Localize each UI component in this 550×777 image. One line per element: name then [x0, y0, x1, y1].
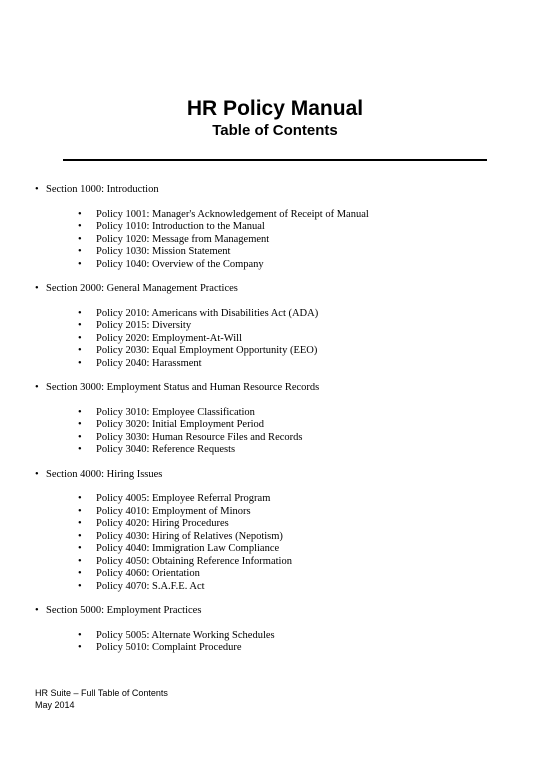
policy-item	[0, 246, 550, 259]
policy-item	[0, 444, 550, 457]
policy-item	[0, 493, 550, 506]
bullet-icon: •	[78, 518, 82, 529]
bullet-icon: •	[78, 320, 82, 331]
bullet-icon: •	[35, 605, 39, 616]
policy-label: Policy 4050: Obtaining Reference Information	[96, 555, 292, 567]
policy-item	[0, 259, 550, 272]
policy-label: Policy 2030: Equal Employment Opportunity (EEO)	[96, 345, 318, 356]
policy-item	[0, 506, 550, 519]
policy-item	[0, 642, 550, 655]
policy-label: Policy 2040: Harassment	[96, 357, 202, 369]
policy-label: Policy 4060: Orientation	[96, 568, 200, 579]
table-of-contents	[0, 184, 550, 667]
policy-item	[0, 308, 550, 321]
policy-item	[0, 543, 550, 556]
section-heading	[0, 382, 550, 395]
bullet-icon: •	[78, 568, 82, 579]
toc-section	[0, 605, 550, 655]
toc-section	[0, 382, 550, 457]
policy-item	[0, 581, 550, 594]
section-label: Section 4000: Hiring Issues	[46, 468, 163, 480]
policy-item	[0, 407, 550, 420]
bullet-icon: •	[35, 184, 39, 195]
policy-label: Policy 2015: Diversity	[96, 320, 192, 331]
bullet-icon: •	[78, 208, 82, 220]
policy-list	[0, 407, 550, 457]
bullet-icon: •	[78, 431, 82, 443]
policy-label: Policy 2020: Employment-At-Will	[96, 332, 242, 344]
section-heading	[0, 605, 550, 618]
policy-item	[0, 518, 550, 531]
page-footer	[35, 687, 168, 711]
policy-item	[0, 358, 550, 371]
policy-label: Policy 1010: Introduction to the Manual	[96, 221, 265, 232]
bullet-icon: •	[78, 555, 82, 567]
document-title: HR Policy Manual	[186, 97, 364, 120]
policy-label: Policy 3030: Human Resource Files and Records	[96, 431, 303, 443]
policy-item	[0, 209, 550, 222]
policy-label: Policy 5010: Complaint Procedure	[96, 642, 242, 653]
bullet-icon: •	[78, 505, 82, 517]
section-label: Section 2000: General Management Practices	[46, 283, 238, 294]
policy-label: Policy 3040: Reference Requests	[96, 444, 236, 455]
policy-list	[0, 630, 550, 655]
policy-label: Policy 1040: Overview of the Company	[96, 258, 264, 270]
policy-label: Policy 4070: S.A.F.E. Act	[96, 580, 205, 592]
bullet-icon: •	[78, 642, 82, 653]
bullet-icon: •	[78, 307, 82, 319]
bullet-icon: •	[35, 468, 39, 480]
bullet-icon: •	[78, 543, 82, 554]
policy-item	[0, 432, 550, 445]
policy-item	[0, 333, 550, 346]
bullet-icon: •	[35, 382, 39, 393]
toc-section	[0, 283, 550, 370]
policy-item	[0, 221, 550, 234]
section-heading	[0, 469, 550, 482]
toc-section	[0, 469, 550, 594]
policy-label: Policy 4005: Employee Referral Program	[96, 493, 271, 504]
policy-item	[0, 630, 550, 643]
bullet-icon: •	[78, 332, 82, 344]
policy-label: Policy 4010: Employment of Minors	[96, 505, 251, 517]
bullet-icon: •	[78, 629, 82, 641]
policy-item	[0, 531, 550, 544]
bullet-icon: •	[78, 419, 82, 430]
policy-item	[0, 556, 550, 569]
policy-label: Policy 4030: Hiring of Relatives (Nepotism)	[96, 530, 283, 542]
title-divider	[63, 159, 487, 161]
policy-item	[0, 234, 550, 247]
bullet-icon: •	[78, 530, 82, 542]
toc-section	[0, 184, 550, 271]
bullet-icon: •	[78, 444, 82, 455]
policy-list	[0, 308, 550, 371]
policy-label: Policy 4040: Immigration Law Compliance	[96, 543, 280, 554]
policy-label: Policy 2010: Americans with Disabilities Act (ADA)	[96, 307, 319, 319]
policy-item	[0, 345, 550, 358]
bullet-icon: •	[78, 258, 82, 270]
bullet-icon: •	[35, 283, 39, 294]
bullet-icon: •	[78, 580, 82, 592]
policy-item	[0, 320, 550, 333]
bullet-icon: •	[78, 246, 82, 257]
bullet-icon: •	[78, 493, 82, 504]
document-subtitle: Table of Contents	[212, 122, 338, 139]
policy-item	[0, 419, 550, 432]
section-label: Section 5000: Employment Practices	[46, 605, 202, 616]
bullet-icon: •	[78, 406, 82, 418]
section-label: Section 1000: Introduction	[46, 184, 159, 195]
policy-label: Policy 1030: Mission Statement	[96, 246, 231, 257]
policy-label: Policy 3010: Employee Classification	[96, 406, 255, 418]
footer-title: HR Suite – Full Table of Contents	[35, 688, 168, 698]
bullet-icon: •	[78, 221, 82, 232]
bullet-icon: •	[78, 345, 82, 356]
policy-label: Policy 3020: Initial Employment Period	[96, 419, 264, 430]
policy-list	[0, 209, 550, 272]
policy-label: Policy 4020: Hiring Procedures	[96, 518, 229, 529]
section-heading	[0, 283, 550, 296]
policy-label: Policy 1020: Message from Management	[96, 233, 270, 245]
bullet-icon: •	[78, 357, 82, 369]
policy-item	[0, 568, 550, 581]
policy-label: Policy 1001: Manager's Acknowledgement of Receipt of Manual	[96, 208, 369, 220]
policy-list	[0, 493, 550, 593]
policy-label: Policy 5005: Alternate Working Schedules	[96, 629, 275, 641]
section-label: Section 3000: Employment Status and Human Resource Records	[46, 382, 320, 393]
section-heading	[0, 184, 550, 197]
footer-date: May 2014	[35, 700, 75, 710]
bullet-icon: •	[78, 233, 82, 245]
